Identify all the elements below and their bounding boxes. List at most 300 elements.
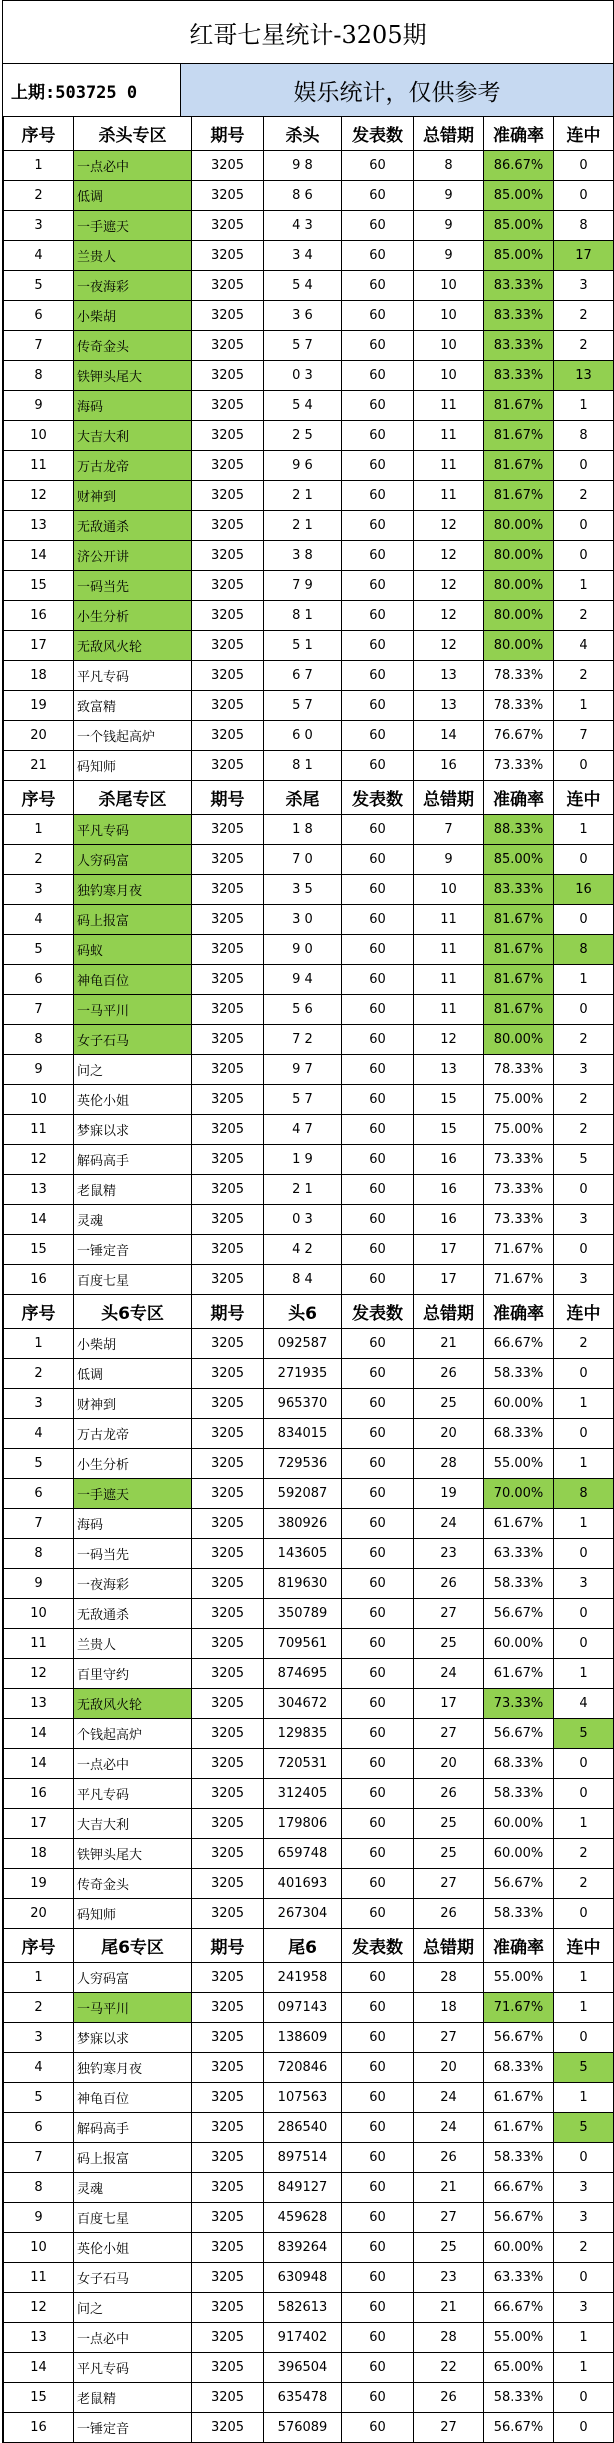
header-streak: 连中 — [554, 1929, 614, 1963]
cell-total-misses: 11 — [414, 935, 484, 965]
cell-posts: 60 — [342, 751, 414, 781]
stats-sheet — [2, 0, 614, 2443]
cell-numbers: 138609 — [264, 2023, 342, 2053]
cell-index: 12 — [4, 1659, 74, 1689]
header-numbers: 尾6 — [264, 1929, 342, 1963]
cell-accuracy: 73.33% — [484, 1689, 554, 1719]
cell-name: 一手遮天 — [74, 1479, 192, 1509]
cell-name: 一个钱起高炉 — [74, 721, 192, 751]
cell-period: 3205 — [192, 1235, 264, 1265]
cell-total-misses: 10 — [414, 301, 484, 331]
cell-index: 9 — [4, 1569, 74, 1599]
table-row — [4, 271, 614, 301]
cell-posts: 60 — [342, 935, 414, 965]
cell-total-misses: 26 — [414, 2383, 484, 2413]
cell-accuracy: 55.00% — [484, 1963, 554, 1993]
cell-accuracy: 80.00% — [484, 511, 554, 541]
header-period: 期号 — [192, 1295, 264, 1329]
cell-posts: 60 — [342, 1963, 414, 1993]
cell-accuracy: 70.00% — [484, 1479, 554, 1509]
cell-numbers: 4 2 — [264, 1235, 342, 1265]
cell-name: 传奇金头 — [74, 1869, 192, 1899]
cell-index: 9 — [4, 391, 74, 421]
cell-posts: 60 — [342, 1779, 414, 1809]
cell-period: 3205 — [192, 1839, 264, 1869]
table-row — [4, 1719, 614, 1749]
cell-total-misses: 27 — [414, 2413, 484, 2443]
cell-total-misses: 27 — [414, 2203, 484, 2233]
cell-name: 平凡专码 — [74, 2353, 192, 2383]
cell-streak: 3 — [554, 271, 614, 301]
cell-accuracy: 78.33% — [484, 661, 554, 691]
cell-posts: 60 — [342, 721, 414, 751]
cell-period: 3205 — [192, 875, 264, 905]
cell-total-misses: 21 — [414, 2173, 484, 2203]
table-row — [4, 1145, 614, 1175]
table-row — [4, 691, 614, 721]
cell-streak: 2 — [554, 661, 614, 691]
cell-posts: 60 — [342, 451, 414, 481]
cell-streak: 0 — [554, 541, 614, 571]
cell-numbers: 0 3 — [264, 1205, 342, 1235]
table-row — [4, 2023, 614, 2053]
table-row — [4, 2203, 614, 2233]
cell-total-misses: 20 — [414, 1419, 484, 1449]
cell-total-misses: 17 — [414, 1235, 484, 1265]
cell-streak: 0 — [554, 151, 614, 181]
table-row — [4, 421, 614, 451]
cell-numbers: 834015 — [264, 1419, 342, 1449]
cell-total-misses: 18 — [414, 1993, 484, 2023]
cell-accuracy: 78.33% — [484, 1055, 554, 1085]
cell-period: 3205 — [192, 1993, 264, 2023]
table-row — [4, 2143, 614, 2173]
cell-accuracy: 81.67% — [484, 421, 554, 451]
cell-streak: 1 — [554, 965, 614, 995]
cell-total-misses: 13 — [414, 691, 484, 721]
cell-period: 3205 — [192, 1419, 264, 1449]
section-header-row — [4, 781, 614, 815]
table-row — [4, 541, 614, 571]
cell-total-misses: 9 — [414, 181, 484, 211]
cell-posts: 60 — [342, 661, 414, 691]
cell-index: 11 — [4, 2263, 74, 2293]
disclaimer-banner: 娱乐统计，仅供参考 — [181, 64, 613, 116]
cell-accuracy: 56.67% — [484, 2023, 554, 2053]
cell-name: 英伦小姐 — [74, 2233, 192, 2263]
table-row — [4, 965, 614, 995]
header-posts: 发表数 — [342, 117, 414, 151]
cell-index: 16 — [4, 2413, 74, 2443]
cell-period: 3205 — [192, 2263, 264, 2293]
table-row — [4, 1779, 614, 1809]
cell-accuracy: 68.33% — [484, 1749, 554, 1779]
cell-total-misses: 10 — [414, 271, 484, 301]
cell-total-misses: 26 — [414, 1899, 484, 1929]
cell-streak: 0 — [554, 751, 614, 781]
cell-streak: 3 — [554, 1265, 614, 1295]
cell-name: 独钓寒月夜 — [74, 875, 192, 905]
cell-total-misses: 20 — [414, 1749, 484, 1779]
cell-accuracy: 71.67% — [484, 1993, 554, 2023]
cell-posts: 60 — [342, 1509, 414, 1539]
cell-index: 10 — [4, 2233, 74, 2263]
cell-numbers: 2 1 — [264, 511, 342, 541]
cell-streak: 0 — [554, 1175, 614, 1205]
cell-numbers: 092587 — [264, 1329, 342, 1359]
cell-posts: 60 — [342, 541, 414, 571]
cell-name: 百里守约 — [74, 1659, 192, 1689]
cell-accuracy: 68.33% — [484, 1419, 554, 1449]
cell-numbers: 350789 — [264, 1599, 342, 1629]
cell-streak: 2 — [554, 1085, 614, 1115]
cell-numbers: 179806 — [264, 1809, 342, 1839]
cell-total-misses: 28 — [414, 2323, 484, 2353]
table-row — [4, 1175, 614, 1205]
cell-index: 4 — [4, 1419, 74, 1449]
cell-period: 3205 — [192, 1809, 264, 1839]
cell-streak: 0 — [554, 511, 614, 541]
cell-index: 6 — [4, 965, 74, 995]
cell-name: 一点必中 — [74, 1749, 192, 1779]
cell-index: 11 — [4, 1115, 74, 1145]
cell-total-misses: 22 — [414, 2353, 484, 2383]
cell-accuracy: 73.33% — [484, 1175, 554, 1205]
cell-numbers: 839264 — [264, 2233, 342, 2263]
cell-accuracy: 63.33% — [484, 1539, 554, 1569]
table-row — [4, 2053, 614, 2083]
cell-streak: 2 — [554, 2233, 614, 2263]
page-title: 红哥七星统计-3205期 — [3, 0, 613, 64]
cell-period: 3205 — [192, 1629, 264, 1659]
cell-name: 小生分析 — [74, 1449, 192, 1479]
cell-period: 3205 — [192, 751, 264, 781]
cell-posts: 60 — [342, 1145, 414, 1175]
cell-name: 英伦小姐 — [74, 1085, 192, 1115]
cell-period: 3205 — [192, 2053, 264, 2083]
cell-period: 3205 — [192, 2353, 264, 2383]
cell-accuracy: 83.33% — [484, 875, 554, 905]
cell-streak: 1 — [554, 2323, 614, 2353]
cell-accuracy: 68.33% — [484, 2053, 554, 2083]
cell-streak: 1 — [554, 1963, 614, 1993]
cell-index: 5 — [4, 271, 74, 301]
cell-streak: 0 — [554, 1359, 614, 1389]
cell-numbers: 312405 — [264, 1779, 342, 1809]
cell-total-misses: 27 — [414, 2023, 484, 2053]
cell-posts: 60 — [342, 2383, 414, 2413]
cell-numbers: 3 6 — [264, 301, 342, 331]
cell-posts: 60 — [342, 815, 414, 845]
cell-index: 1 — [4, 1963, 74, 1993]
cell-accuracy: 80.00% — [484, 601, 554, 631]
cell-period: 3205 — [192, 2173, 264, 2203]
cell-total-misses: 11 — [414, 391, 484, 421]
cell-period: 3205 — [192, 211, 264, 241]
cell-posts: 60 — [342, 1175, 414, 1205]
cell-posts: 60 — [342, 361, 414, 391]
cell-posts: 60 — [342, 601, 414, 631]
cell-index: 8 — [4, 1539, 74, 1569]
cell-accuracy: 60.00% — [484, 1629, 554, 1659]
cell-posts: 60 — [342, 391, 414, 421]
cell-streak: 2 — [554, 601, 614, 631]
cell-total-misses: 9 — [414, 211, 484, 241]
cell-accuracy: 61.67% — [484, 2083, 554, 2113]
cell-index: 15 — [4, 2383, 74, 2413]
cell-numbers: 5 4 — [264, 391, 342, 421]
cell-streak: 2 — [554, 1839, 614, 1869]
cell-index: 10 — [4, 421, 74, 451]
cell-numbers: 709561 — [264, 1629, 342, 1659]
cell-index: 7 — [4, 1509, 74, 1539]
cell-total-misses: 21 — [414, 1329, 484, 1359]
cell-posts: 60 — [342, 1899, 414, 1929]
cell-posts: 60 — [342, 2233, 414, 2263]
cell-name: 万古龙帝 — [74, 1419, 192, 1449]
cell-period: 3205 — [192, 1569, 264, 1599]
cell-numbers: 849127 — [264, 2173, 342, 2203]
cell-numbers: 241958 — [264, 1963, 342, 1993]
cell-numbers: 729536 — [264, 1449, 342, 1479]
table-row — [4, 1085, 614, 1115]
table-row — [4, 481, 614, 511]
cell-posts: 60 — [342, 301, 414, 331]
cell-streak: 0 — [554, 1235, 614, 1265]
cell-index: 1 — [4, 1329, 74, 1359]
cell-total-misses: 11 — [414, 451, 484, 481]
cell-posts: 60 — [342, 151, 414, 181]
cell-name: 神龟百位 — [74, 2083, 192, 2113]
cell-posts: 60 — [342, 631, 414, 661]
cell-index: 9 — [4, 2203, 74, 2233]
cell-period: 3205 — [192, 1389, 264, 1419]
cell-numbers: 3 4 — [264, 241, 342, 271]
table-row — [4, 1629, 614, 1659]
cell-name: 个钱起高炉 — [74, 1719, 192, 1749]
table-row — [4, 1749, 614, 1779]
cell-numbers: 5 1 — [264, 631, 342, 661]
cell-index: 7 — [4, 331, 74, 361]
table-row — [4, 815, 614, 845]
cell-period: 3205 — [192, 1599, 264, 1629]
cell-streak: 0 — [554, 1779, 614, 1809]
cell-accuracy: 66.67% — [484, 1329, 554, 1359]
cell-name: 老鼠精 — [74, 2383, 192, 2413]
cell-name: 码上报富 — [74, 2143, 192, 2173]
cell-index: 3 — [4, 211, 74, 241]
cell-name: 一点必中 — [74, 2323, 192, 2353]
cell-period: 3205 — [192, 935, 264, 965]
table-row — [4, 571, 614, 601]
header-posts: 发表数 — [342, 781, 414, 815]
cell-accuracy: 56.67% — [484, 1869, 554, 1899]
cell-name: 一点必中 — [74, 151, 192, 181]
cell-accuracy: 75.00% — [484, 1085, 554, 1115]
cell-name: 财神到 — [74, 481, 192, 511]
cell-total-misses: 14 — [414, 721, 484, 751]
cell-numbers: 401693 — [264, 1869, 342, 1899]
cell-posts: 60 — [342, 1419, 414, 1449]
cell-numbers: 097143 — [264, 1993, 342, 2023]
cell-period: 3205 — [192, 1055, 264, 1085]
cell-accuracy: 85.00% — [484, 181, 554, 211]
table-row — [4, 2413, 614, 2443]
cell-posts: 60 — [342, 1085, 414, 1115]
cell-accuracy: 60.00% — [484, 2233, 554, 2263]
cell-streak: 0 — [554, 1599, 614, 1629]
cell-accuracy: 81.67% — [484, 935, 554, 965]
cell-numbers: 3 8 — [264, 541, 342, 571]
cell-index: 2 — [4, 1359, 74, 1389]
cell-posts: 60 — [342, 2023, 414, 2053]
cell-streak: 2 — [554, 301, 614, 331]
table-row — [4, 2293, 614, 2323]
cell-period: 3205 — [192, 2233, 264, 2263]
cell-streak: 2 — [554, 481, 614, 511]
cell-name: 人穷码富 — [74, 845, 192, 875]
cell-total-misses: 11 — [414, 965, 484, 995]
cell-index: 7 — [4, 995, 74, 1025]
cell-total-misses: 13 — [414, 1055, 484, 1085]
cell-period: 3205 — [192, 1509, 264, 1539]
cell-numbers: 5 7 — [264, 1085, 342, 1115]
cell-index: 6 — [4, 1479, 74, 1509]
cell-posts: 60 — [342, 2293, 414, 2323]
cell-streak: 1 — [554, 2083, 614, 2113]
cell-total-misses: 25 — [414, 1629, 484, 1659]
header-total-misses: 总错期 — [414, 1295, 484, 1329]
cell-posts: 60 — [342, 1265, 414, 1295]
table-row — [4, 1539, 614, 1569]
cell-streak: 17 — [554, 241, 614, 271]
cell-accuracy: 83.33% — [484, 271, 554, 301]
cell-total-misses: 20 — [414, 2053, 484, 2083]
cell-posts: 60 — [342, 965, 414, 995]
cell-name: 码知师 — [74, 751, 192, 781]
cell-streak: 1 — [554, 691, 614, 721]
cell-total-misses: 16 — [414, 751, 484, 781]
cell-numbers: 5 7 — [264, 691, 342, 721]
cell-total-misses: 26 — [414, 1779, 484, 1809]
cell-numbers: 3 5 — [264, 875, 342, 905]
table-row — [4, 2083, 614, 2113]
cell-numbers: 1 9 — [264, 1145, 342, 1175]
cell-streak: 1 — [554, 1449, 614, 1479]
cell-period: 3205 — [192, 1479, 264, 1509]
cell-streak: 0 — [554, 905, 614, 935]
cell-index: 21 — [4, 751, 74, 781]
cell-numbers: 582613 — [264, 2293, 342, 2323]
header-period: 期号 — [192, 117, 264, 151]
cell-total-misses: 27 — [414, 1869, 484, 1899]
cell-index: 11 — [4, 451, 74, 481]
cell-total-misses: 9 — [414, 845, 484, 875]
cell-posts: 60 — [342, 1479, 414, 1509]
cell-name: 海码 — [74, 1509, 192, 1539]
cell-accuracy: 80.00% — [484, 571, 554, 601]
table-row — [4, 1659, 614, 1689]
table-row — [4, 1809, 614, 1839]
cell-streak: 0 — [554, 2383, 614, 2413]
table-row — [4, 601, 614, 631]
cell-index: 20 — [4, 721, 74, 751]
cell-total-misses: 12 — [414, 631, 484, 661]
cell-accuracy: 66.67% — [484, 2173, 554, 2203]
cell-posts: 60 — [342, 845, 414, 875]
cell-period: 3205 — [192, 965, 264, 995]
cell-accuracy: 81.67% — [484, 965, 554, 995]
section-header-row — [4, 1929, 614, 1963]
cell-accuracy: 55.00% — [484, 1449, 554, 1479]
cell-index: 2 — [4, 1993, 74, 2023]
cell-numbers: 720846 — [264, 2053, 342, 2083]
cell-period: 3205 — [192, 631, 264, 661]
cell-accuracy: 76.67% — [484, 721, 554, 751]
cell-numbers: 129835 — [264, 1719, 342, 1749]
cell-period: 3205 — [192, 1329, 264, 1359]
header-posts: 发表数 — [342, 1295, 414, 1329]
cell-posts: 60 — [342, 1659, 414, 1689]
table-row — [4, 751, 614, 781]
cell-index: 6 — [4, 2113, 74, 2143]
cell-numbers: 143605 — [264, 1539, 342, 1569]
cell-index: 19 — [4, 691, 74, 721]
cell-name: 百度七星 — [74, 2203, 192, 2233]
cell-streak: 0 — [554, 1629, 614, 1659]
cell-period: 3205 — [192, 1025, 264, 1055]
cell-total-misses: 17 — [414, 1265, 484, 1295]
cell-accuracy: 56.67% — [484, 2203, 554, 2233]
cell-numbers: 9 4 — [264, 965, 342, 995]
cell-posts: 60 — [342, 2143, 414, 2173]
cell-index: 13 — [4, 1689, 74, 1719]
cell-period: 3205 — [192, 2083, 264, 2113]
cell-numbers: 267304 — [264, 1899, 342, 1929]
table-row — [4, 845, 614, 875]
cell-posts: 60 — [342, 1115, 414, 1145]
cell-accuracy: 83.33% — [484, 361, 554, 391]
cell-accuracy: 58.33% — [484, 2143, 554, 2173]
cell-streak: 5 — [554, 1145, 614, 1175]
cell-total-misses: 11 — [414, 905, 484, 935]
cell-period: 3205 — [192, 1689, 264, 1719]
cell-period: 3205 — [192, 691, 264, 721]
cell-streak: 0 — [554, 2413, 614, 2443]
cell-index: 13 — [4, 1175, 74, 1205]
cell-accuracy: 58.33% — [484, 1359, 554, 1389]
table-row — [4, 1449, 614, 1479]
cell-index: 13 — [4, 2323, 74, 2353]
cell-streak: 7 — [554, 721, 614, 751]
cell-accuracy: 60.00% — [484, 1389, 554, 1419]
cell-index: 3 — [4, 875, 74, 905]
cell-numbers: 897514 — [264, 2143, 342, 2173]
cell-streak: 5 — [554, 2053, 614, 2083]
cell-posts: 60 — [342, 2263, 414, 2293]
table-row — [4, 361, 614, 391]
cell-period: 3205 — [192, 421, 264, 451]
table-row — [4, 1329, 614, 1359]
cell-streak: 2 — [554, 1869, 614, 1899]
cell-streak: 0 — [554, 1899, 614, 1929]
header-streak: 连中 — [554, 117, 614, 151]
table-row — [4, 1689, 614, 1719]
cell-index: 8 — [4, 1025, 74, 1055]
cell-name: 女子石马 — [74, 1025, 192, 1055]
table-row — [4, 1235, 614, 1265]
cell-name: 兰贵人 — [74, 241, 192, 271]
